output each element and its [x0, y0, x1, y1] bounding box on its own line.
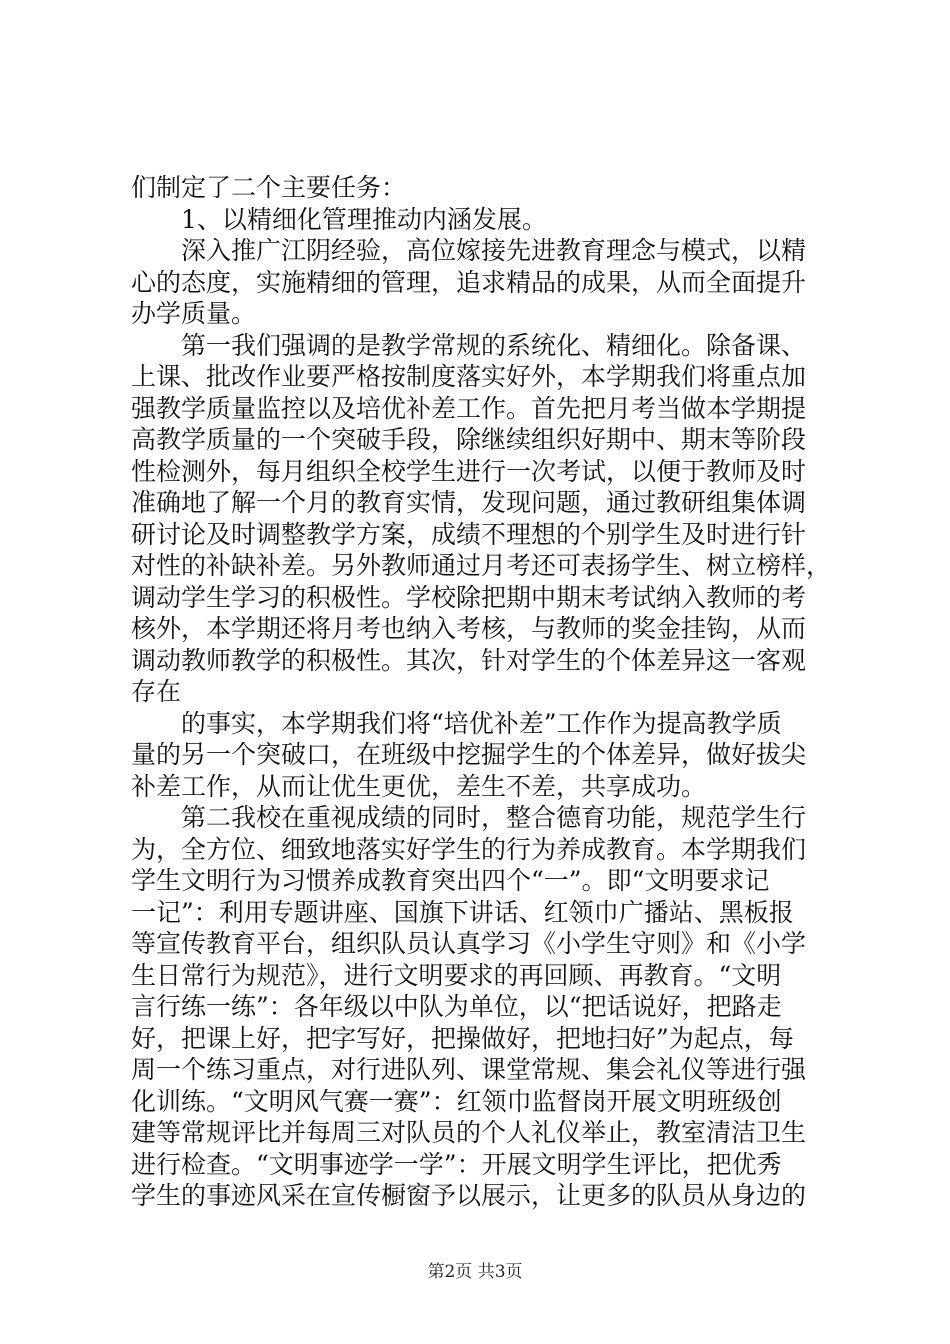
text-line: 等宣传教育平台，组织队员认真学习《小学生守则》和《小学: [131, 929, 807, 958]
text-line: 办学质量。: [131, 299, 257, 328]
text-line: 核外，本学期还将月考也纳入考核，与教师的奖金挂钩，从而: [131, 614, 807, 643]
text-line: 强教学质量监控以及培优补差工作。首先把月考当做本学期提: [131, 393, 807, 423]
text-line: 的事实，本学期我们将“培优补差”工作作为提高教学质: [181, 708, 782, 738]
text-line: 性检测外，每月组织全校学生进行一次考试，以便于教师及时: [131, 456, 807, 486]
document-body: [131, 172, 831, 1212]
text-line: 上课、批改作业要严格按制度落实好外，本学期我们将重点加: [131, 362, 807, 391]
text-line: 研讨论及时调整教学方案，成绩不理想的个别学生及时进行针: [131, 519, 807, 549]
text-line: 学生文明行为习惯养成教育突出四个“一”。即“文明要求记: [131, 866, 770, 895]
text-line: 周一个练习重点，对行进队列、课堂常规、集会礼仪等进行强: [131, 1055, 807, 1084]
text-line: 高教学质量的一个突破手段，除继续组织好期中、期末等阶段: [131, 425, 807, 454]
text-line: 深入推广江阴经验，高位嫁接先进教育理念与模式，以精: [181, 236, 807, 265]
text-line: 心的态度，实施精细的管理，追求精品的成果，从而全面提升: [131, 267, 807, 297]
text-line: 第一我们强调的是教学常规的系统化、精细化。除备课、: [181, 330, 807, 360]
page-footer: 第2页 共3页: [427, 1262, 523, 1282]
text-line: 们制定了二个主要任务：: [131, 173, 407, 202]
text-line: 进行检查。“文明事迹学一学”：开展文明学生评比，把优秀: [131, 1149, 782, 1179]
text-line: 对性的补缺补差。另外教师通过月考还可表扬学生、树立榜样，: [131, 551, 832, 580]
text-line: 准确地了解一个月的教育实情，发现问题，通过教研组集体调: [131, 488, 807, 517]
text-line: 1、以精细化管理推动内涵发展。: [181, 204, 547, 234]
text-line: 调动学生学习的积极性。学校除把期中期末考试纳入教师的考: [131, 582, 807, 612]
text-line: 好，把课上好，把字写好，把操做好，把地扫好”为起点，每: [131, 1023, 794, 1053]
text-line: 量的另一个突破口，在班级中挖掘学生的个体差异，做好拔尖: [131, 740, 807, 769]
text-line: 建等常规评比并每周三对队员的个人礼仪举止，教室清洁卫生: [131, 1118, 807, 1147]
text-line: 为，全方位、细致地落实好学生的行为养成教育。本学期我们: [131, 834, 807, 864]
text-line: 化训练。“文明风气赛一赛”：红领巾监督岗开展文明班级创: [131, 1086, 782, 1116]
text-line: 调动教师教学的积极性。其次，针对学生的个体差异这一客观: [131, 645, 807, 675]
text-line: 一记”：利用专题讲座、国旗下讲话、红领巾广播站、黑板报: [131, 897, 794, 927]
text-line: 学生的事迹风采在宣传橱窗予以展示，让更多的队员从身边的: [131, 1181, 807, 1210]
text-line: 存在: [131, 677, 182, 706]
text-line: 言行练一练”：各年级以中队为单位，以“把话说好，把路走: [131, 992, 782, 1021]
text-line: 补差工作，从而让优生更优，差生不差，共享成功。: [131, 771, 707, 801]
text-line: 第二我校在重视成绩的同时，整合德育功能，规范学生行: [181, 803, 807, 832]
text-line: 生日常行为规范》，进行文明要求的再回顾、再教育。“文明: [131, 960, 782, 990]
